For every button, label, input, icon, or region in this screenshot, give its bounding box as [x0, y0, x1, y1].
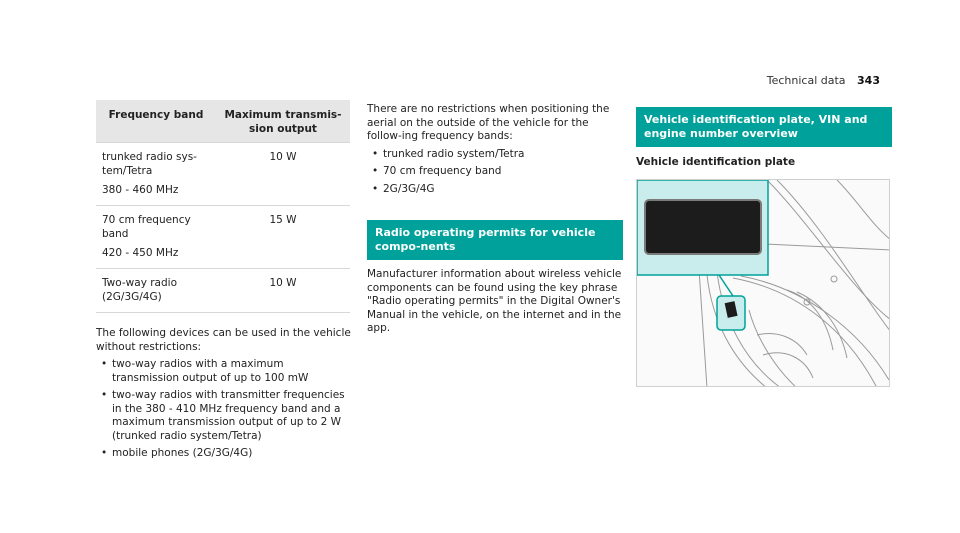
band-text: trunked radio sys-	[102, 151, 197, 163]
aerial-list	[367, 148, 623, 197]
vin-plate-illustration	[636, 179, 890, 387]
band-range: 380 - 460 MHz	[102, 184, 179, 196]
section-title: Technical data	[766, 74, 846, 87]
header-max-output-line2: sion output	[249, 123, 317, 135]
frequency-table	[96, 100, 350, 313]
radio-permits-text: Manufacturer information about wireless vehicle components can be found using the key phrase "Radio operating permits" in the Digital Owner's Manual in the vehicle, on the internet and in the app.	[367, 268, 622, 334]
output-cell: 15 W	[216, 206, 350, 269]
table-row	[96, 143, 350, 206]
band-cell	[96, 206, 216, 269]
column-middle	[367, 103, 623, 336]
column-right	[636, 107, 892, 387]
list-item: • two-way radios with transmitter frequencies in the 380 - 410 MHz frequency band and a maximum transmission output of up to 2 W (trunked radio system/Tetra)	[96, 389, 352, 443]
header-max-output-line1: Maximum transmis-	[224, 109, 342, 121]
header-frequency-band: Frequency band	[96, 100, 216, 143]
band-text: Two-way radio	[102, 277, 178, 289]
aerial-text: There are no restrictions when positioning the aerial on the outside of the vehicle for the follow-ing frequency bands:	[367, 103, 610, 142]
band-text: tem/Tetra	[102, 165, 153, 177]
vin-section-heading: Vehicle identification plate, VIN and engine number overview	[636, 107, 892, 147]
column-left	[96, 100, 352, 465]
page-number: 343	[857, 74, 880, 87]
output-cell: 10 W	[216, 269, 350, 313]
door-pillar-drawing	[637, 180, 890, 387]
header-max-output	[216, 100, 350, 143]
devices-intro: The following devices can be used in the vehicle without restrictions:	[96, 327, 351, 353]
band-text: (2G/3G/4G)	[102, 291, 162, 303]
table-header-row	[96, 100, 350, 143]
band-cell	[96, 269, 216, 313]
table-row	[96, 206, 350, 269]
band-cell	[96, 143, 216, 206]
table-row	[96, 269, 350, 313]
list-item: • trunked radio system/Tetra	[367, 148, 623, 162]
band-text: 70 cm frequency	[102, 214, 191, 226]
band-range: 420 - 450 MHz	[102, 247, 179, 259]
list-item: • two-way radios with a maximum transmission output of up to 100 mW	[96, 358, 352, 385]
devices-list	[96, 358, 352, 461]
list-item: • 70 cm frequency band	[367, 165, 623, 179]
output-cell: 10 W	[216, 143, 350, 206]
vin-plate-zoom	[645, 200, 761, 254]
page-header	[767, 74, 880, 87]
list-item: • mobile phones (2G/3G/4G)	[96, 447, 352, 461]
vin-plate-subheading: Vehicle identification plate	[636, 156, 796, 168]
radio-permits-heading: Radio operating permits for vehicle compo-nents	[367, 220, 623, 260]
list-item: • 2G/3G/4G	[367, 183, 623, 197]
band-text: band	[102, 228, 129, 240]
